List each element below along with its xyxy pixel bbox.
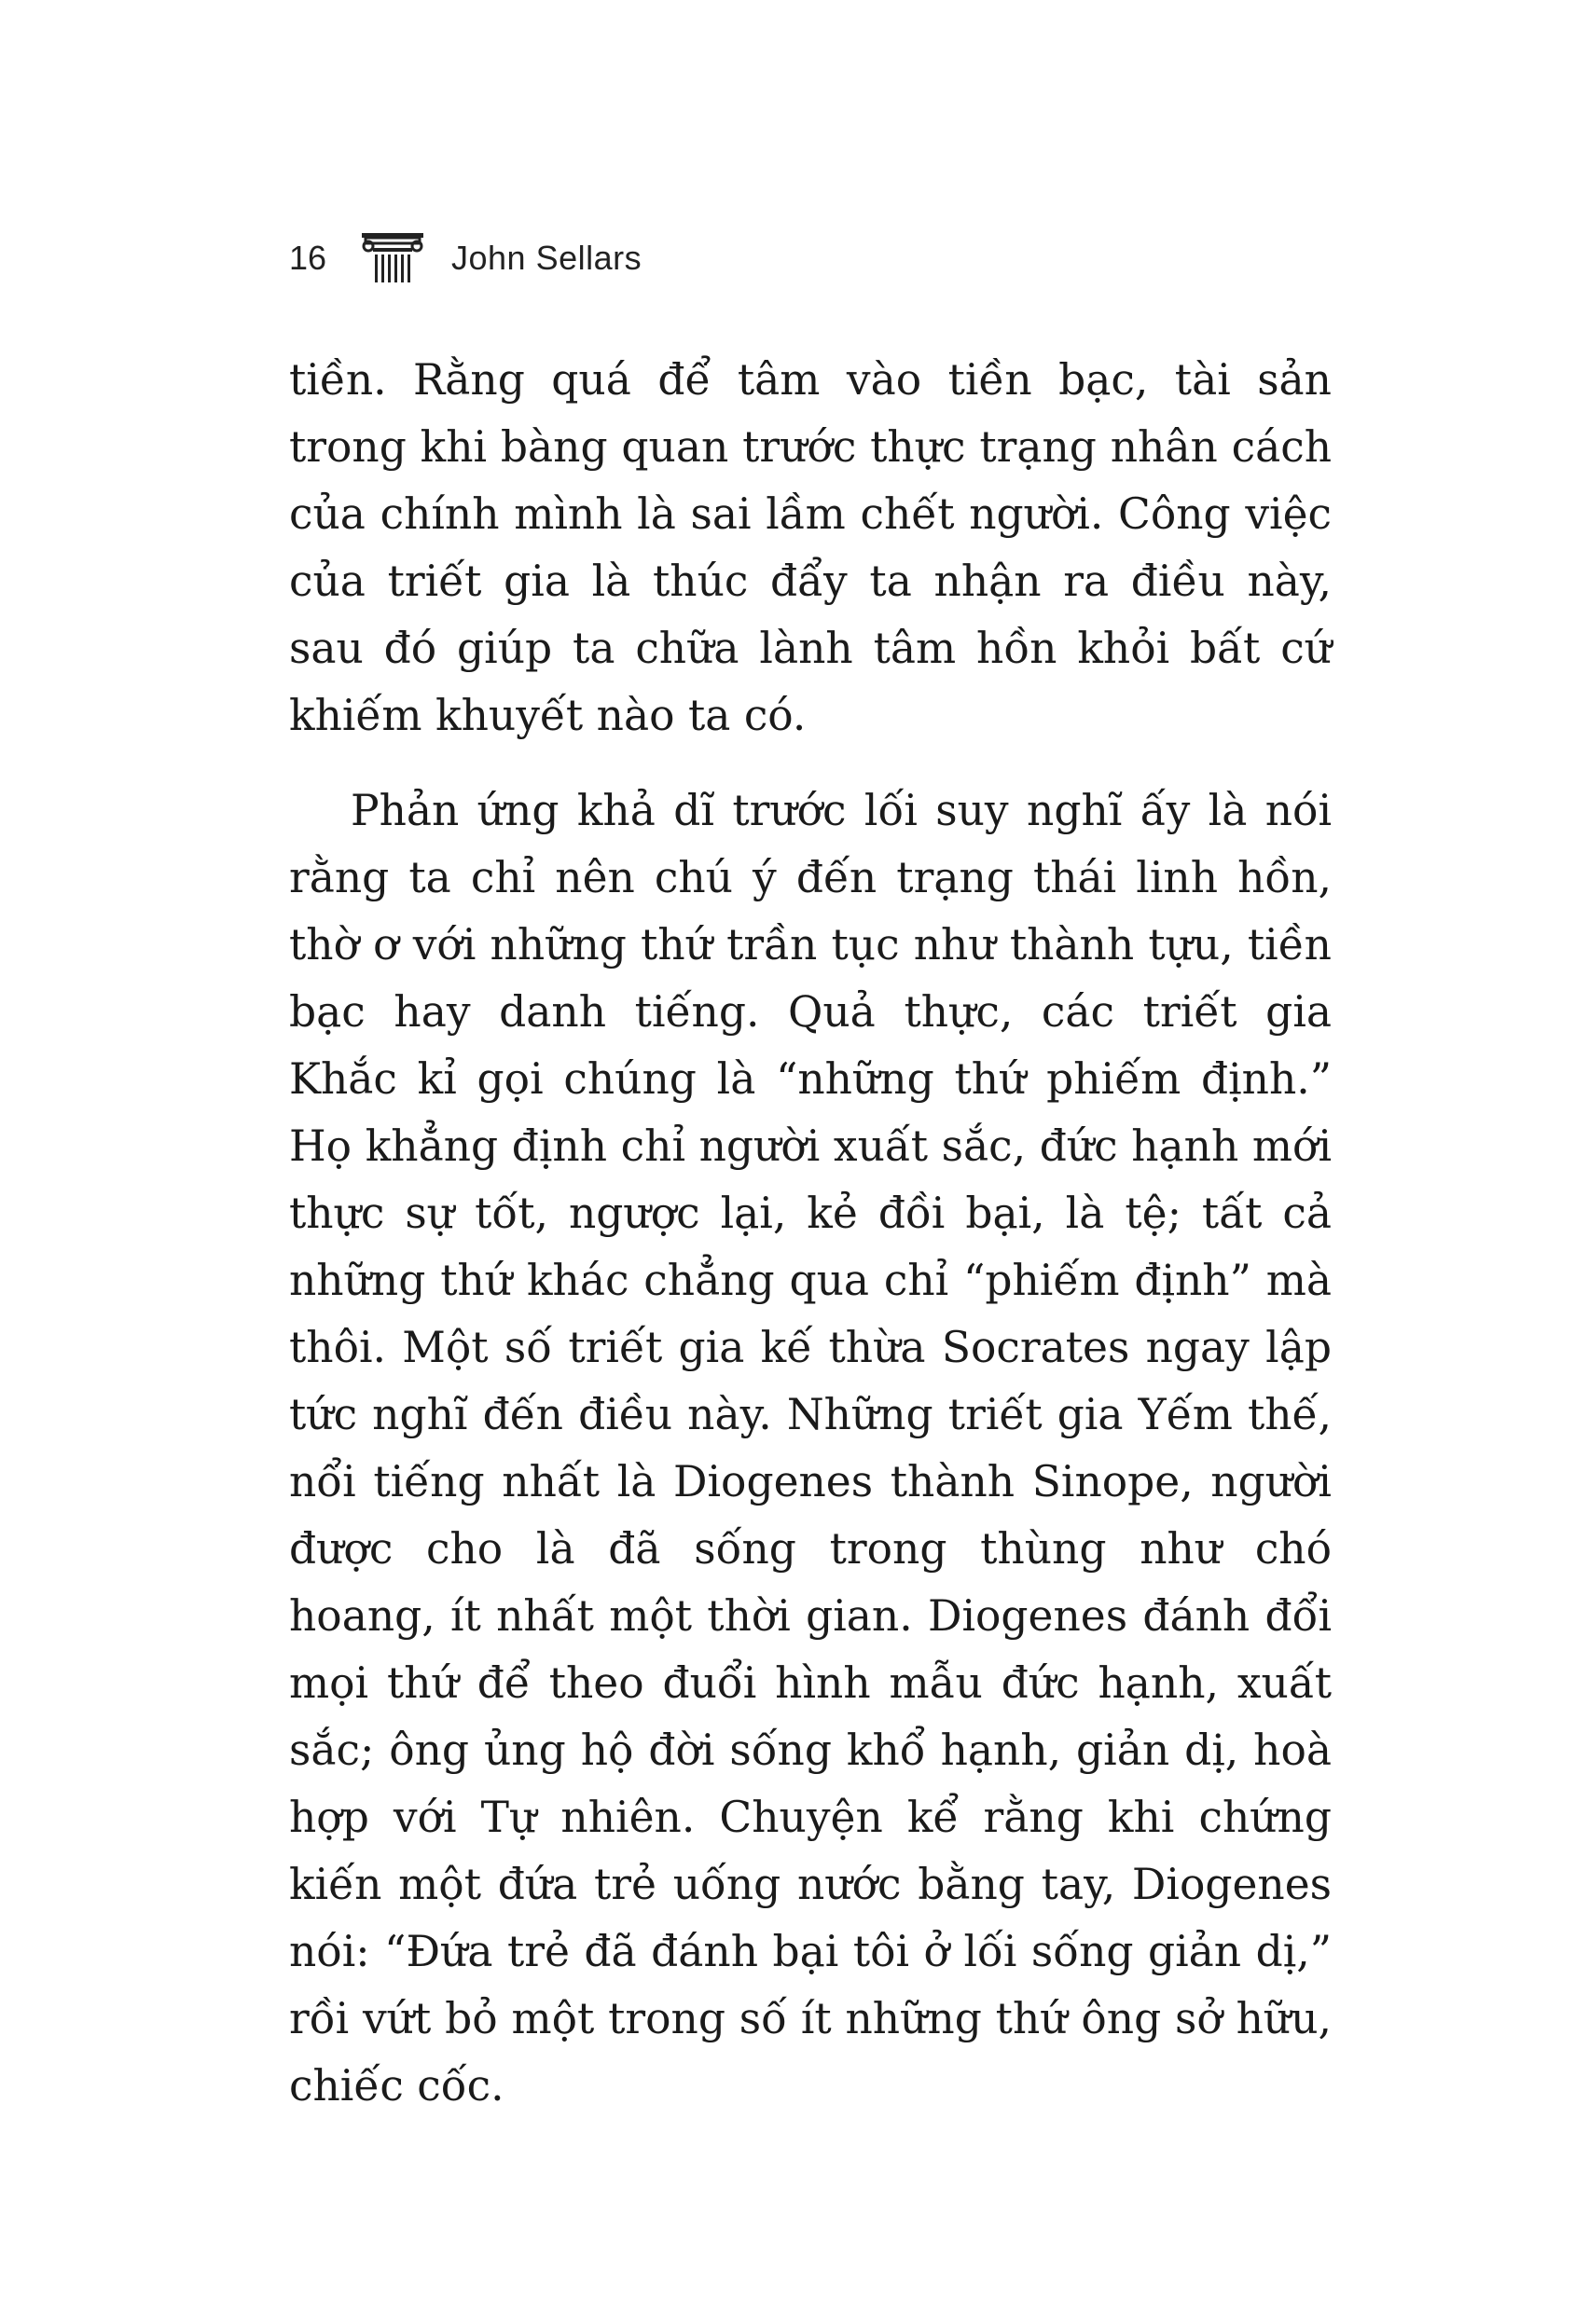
paragraph: Phản ứng khả dĩ trước lối suy nghĩ ấy là nói rằng ta chỉ nên chú ý đến trạng thái linh hồn, thờ ơ với những thứ trần tục như thành tựu, tiền bạc hay danh tiếng. Quả thực, các triết gia Khắc kỉ gọi chúng là “những thứ phiếm định.” Họ khẳng định chỉ người xuất sắc, đức hạnh mới thực sự tốt, ngược lại, kẻ đồi bại, là tệ; tất cả những thứ khác chẳng qua chỉ “phiếm định” mà thôi. Một số triết gia kế thừa Socrates ngay lập tức nghĩ đến điều này. Những triết gia Yếm thế, nổi tiếng nhất là Diogenes thành Sinope, người được cho là đã sống trong thùng như chó hoang, ít nhất một thời gian. Diogenes đánh đổi mọi thứ để theo đuổi hình mẫu đức hạnh, xuất sắc; ông ủng hộ đời sống khổ hạnh, giản dị, hoà hợp với Tự nhiên. Chuyện kể rằng khi chứng kiến một đứa trẻ uống nước bằng tay, Diogenes nói: “Đứa trẻ đã đánh bại tôi ở lối sống giản dị,” rồi vứt bỏ một trong số ít những thứ ông sở hữu, chiếc cốc. [289,786,1332,2111]
running-head [289,226,642,291]
author-name: John Sellars [451,239,642,277]
greek-column-icon [358,230,427,286]
page-number: 16 [289,239,327,277]
paragraph: tiền. Rằng quá để tâm vào tiền bạc, tài sản trong khi bàng quan trước thực trạng nhân cách của chính mình là sai lầm chết người. Công việc của triết gia là thúc đẩy ta nhận ra điều này, sau đó giúp ta chữa lành tâm hồn khỏi bất cứ khiếm khuyết nào ta có. [289,355,1332,740]
body-text [289,347,1332,2120]
